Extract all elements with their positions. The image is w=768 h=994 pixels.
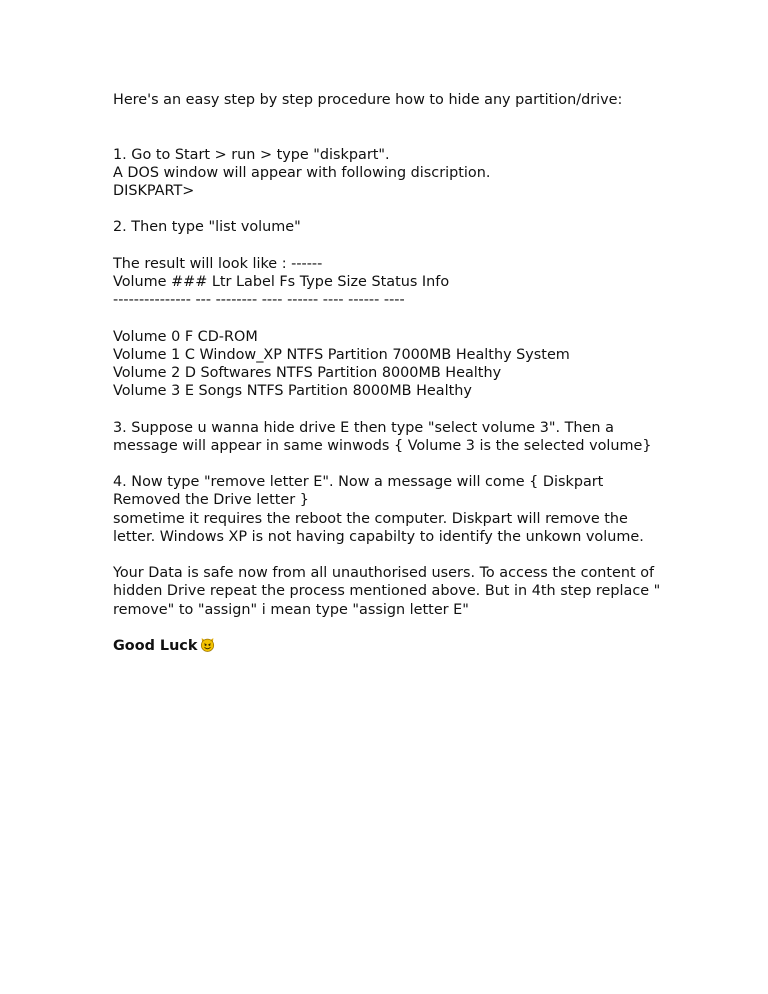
spacer — [113, 546, 673, 564]
volume-row: Volume 2 D Softwares NTFS Partition 8000MB Healthy — [113, 364, 502, 381]
document-body — [113, 91, 673, 655]
step3-text: 3. Suppose u wanna hide drive E then type "select volume 3". Then a message will appear in same winwods { Volume 3 is the selected volume} — [113, 419, 652, 454]
spacer — [113, 309, 673, 327]
result-intro: The result will look like : ------ — [113, 255, 323, 272]
volume-table-header: Volume ### Ltr Label Fs Type Size Status Info — [113, 273, 450, 290]
step4-note: sometime it requires the reboot the computer. Diskpart will remove the letter. Windows XP is not having capabilty to identify the unkown volume. — [113, 510, 644, 545]
spacer — [113, 237, 673, 255]
volume-row: Volume 0 F CD-ROM — [113, 328, 258, 345]
step4-text: 4. Now type "remove letter E". Now a message will come { Diskpart Removed the Drive letter } — [113, 474, 604, 509]
spacer — [113, 400, 673, 418]
step1-prompt: DISKPART> — [113, 183, 195, 199]
devil-smiley-icon — [200, 637, 215, 652]
spacer — [113, 200, 673, 218]
closing-paragraph: Your Data is safe now from all unauthorised users. To access the content of hidden Drive repeat the process mentioned above. But in 4th step replace " remove" to "assign" i mean type "assign letter E" — [113, 565, 661, 618]
step2-line1: 2. Then type "list volume" — [113, 219, 301, 236]
step1-line1: 1. Go to Start > run > type "diskpart". — [113, 146, 390, 163]
signoff-text: Good Luck — [113, 637, 198, 654]
volume-table-separator: --------------- --- -------- ---- ------ ---- ------ ---- — [113, 292, 405, 309]
intro-text: Here's an easy step by step procedure how to hide any partition/drive: — [113, 92, 623, 108]
volume-row: Volume 1 C Window_XP NTFS Partition 7000MB Healthy System — [113, 346, 570, 363]
spacer — [113, 619, 673, 637]
volume-row: Volume 3 E Songs NTFS Partition 8000MB Healthy — [113, 383, 472, 400]
signoff-line — [113, 637, 673, 655]
step1-line2: A DOS window will appear with following discription. — [113, 164, 491, 181]
spacer — [113, 455, 673, 473]
spacer — [113, 109, 673, 145]
